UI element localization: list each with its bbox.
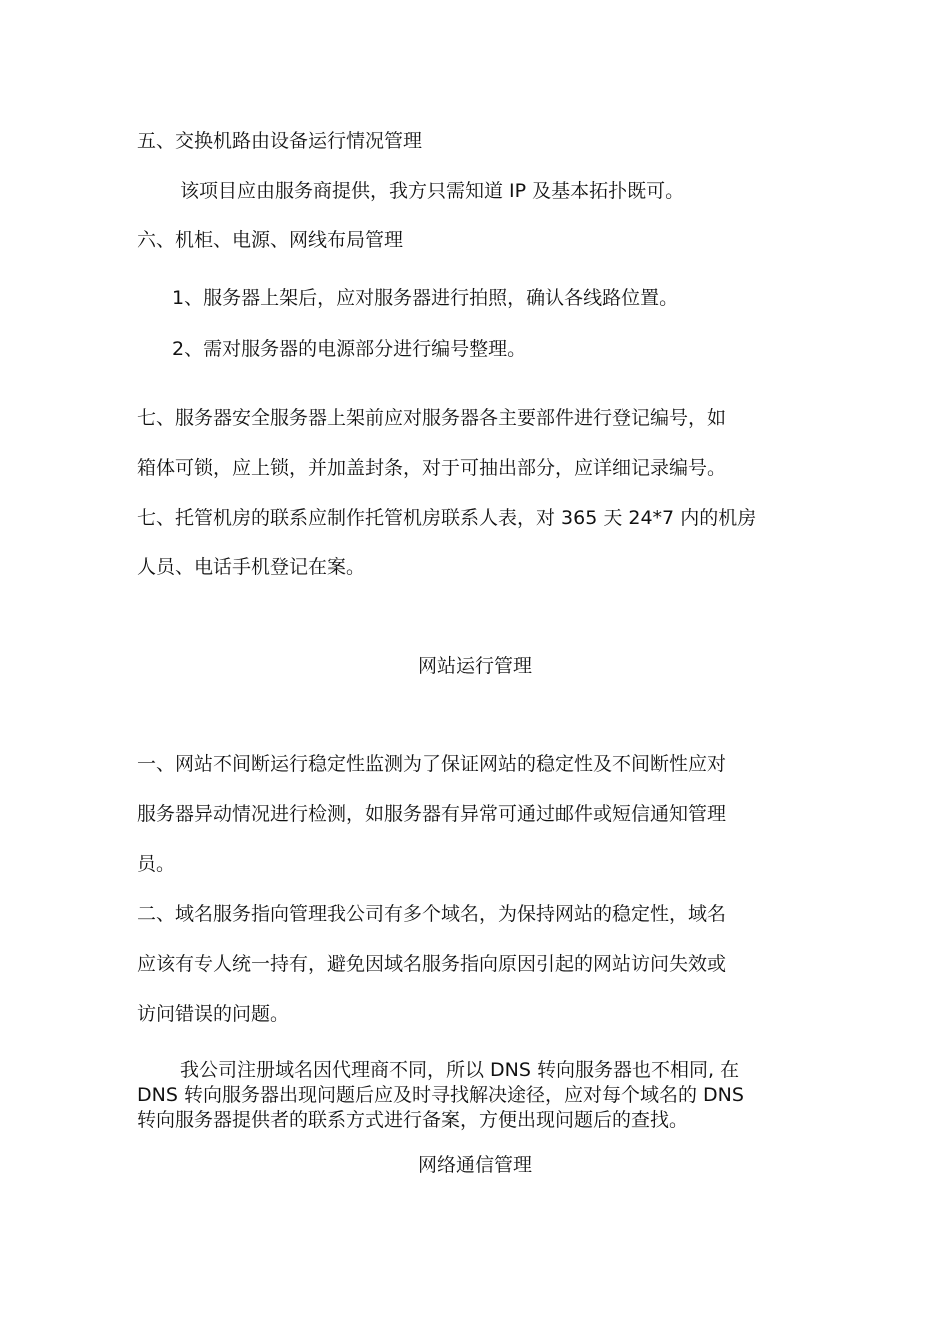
website-p3-line-2: DNS 转向服务器出现问题后应及时寻找解决途径，应对每个域名的 DNS [137, 1084, 744, 1106]
section-7a-line-2: 箱体可锁，应上锁，并加盖封条，对于可抽出部分，应详细记录编号。 [137, 457, 727, 479]
website-p1-line-2: 服务器异动情况进行检测，如服务器有异常可通过邮件或短信通知管理 [137, 803, 727, 825]
section-6-item-1: 1、服务器上架后，应对服务器进行拍照，确认各线路位置。 [172, 287, 679, 309]
section-7b-line-1: 七、托管机房的联系应制作托管机房联系人表，对 365 天 24*7 内的机房 [137, 507, 757, 529]
website-section-title: 网站运行管理 [417, 655, 532, 677]
section-5-heading: 五、交换机路由设备运行情况管理 [137, 130, 423, 152]
section-6-heading: 六、机柜、电源、网线布局管理 [137, 229, 404, 251]
website-p2-line-1: 二、域名服务指向管理我公司有多个域名，为保持网站的稳定性，域名 [137, 903, 727, 925]
section-7a-line-1: 七、服务器安全服务器上架前应对服务器各主要部件进行登记编号，如 [137, 407, 727, 429]
website-p2-line-3: 访问错误的问题。 [137, 1003, 290, 1025]
website-p2-line-2: 应该有专人统一持有，避免因域名服务指向原因引起的网站访问失效或 [137, 953, 727, 975]
website-p3-line-3: 转向服务器提供者的联系方式进行备案，方便出现问题后的查找。 [137, 1109, 689, 1131]
website-p1-line-1: 一、网站不间断运行稳定性监测为了保证网站的稳定性及不间断性应对 [137, 753, 727, 775]
section-5-body: 该项目应由服务商提供，我方只需知道 IP 及基本拓扑既可。 [180, 180, 685, 202]
website-p3-line-1: 我公司注册域名因代理商不同，所以 DNS 转向服务器也不相同, 在 [180, 1059, 740, 1081]
website-p1-line-3: 员。 [137, 853, 176, 875]
network-section-title: 网络通信管理 [417, 1154, 532, 1176]
section-6-item-2: 2、需对服务器的电源部分进行编号整理。 [172, 338, 527, 360]
section-7b-line-2: 人员、电话手机登记在案。 [137, 556, 366, 578]
